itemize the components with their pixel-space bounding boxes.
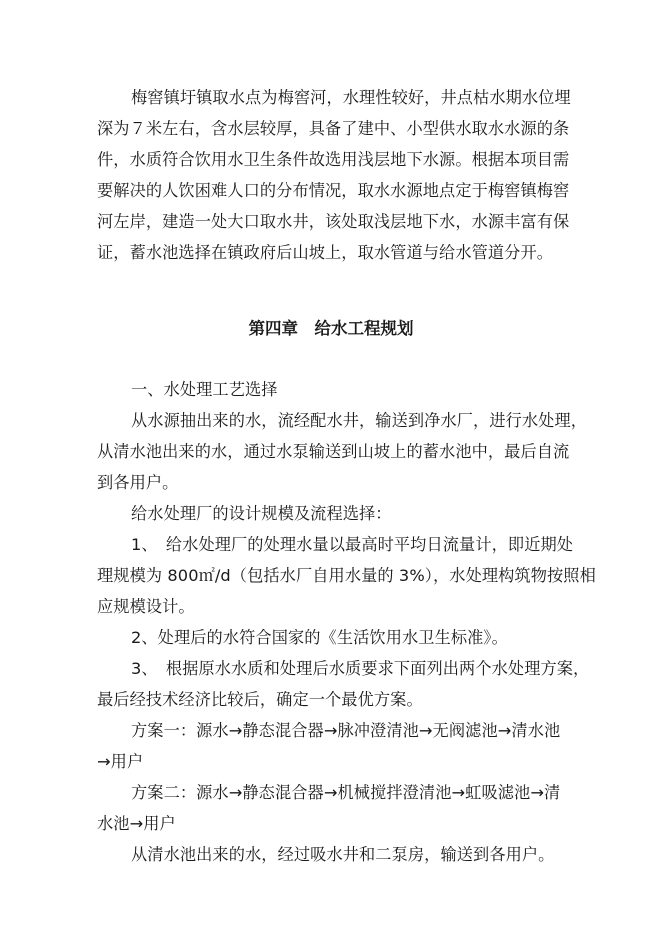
list-item-3-line: 3、 根据原水水质和处理后水质要求下面列出两个水处理方案， [131,659,590,678]
paragraph-line: 证，蓄水池选择在镇政府后山坡上，取水管道与给水管道分开。 [97,243,554,262]
chapter-title: 第四章 给水工程规划 [248,319,414,338]
paragraph-line: 河左岸，建造一处大口取水井，该处取浅层地下水，水源丰富有保 [97,212,570,231]
plan-2-line: 水池→用户 [97,814,176,833]
plan-1-line: →用户 [97,752,144,771]
section-heading: 一、水处理工艺选择 [131,380,278,399]
closing-sentence: 从清水池出来的水，经过吸水井和二泵房，输送到各用户。 [131,845,555,864]
paragraph-line: 从水源抽出来的水，流经配水井，输送到净水厂，进行水处理， [131,411,588,430]
paragraph-line: 梅窖镇圩镇取水点为梅窖河，水理性较好，井点枯水期水位埋 [131,88,571,107]
list-item-1-line: 应规模设计。 [97,597,195,616]
paragraph-line: 到各用户。 [97,473,179,492]
scale-intro: 给水处理厂的设计规模及流程选择： [131,504,392,523]
list-item-1-line: 理规模为 800㎡/d（包括水厂自用水量的 3%），水处理构筑物按照相 [97,566,596,585]
paragraph-line: 件，水质符合饮用水卫生条件故选用浅层地下水源。根据本项目需 [97,150,570,169]
paragraph-line: 从清水池出来的水，通过水泵输送到山坡上的蓄水池中，最后自流 [97,442,570,461]
list-item-1-line: 1、 给水处理厂的处理水量以最高时平均日流量计，即近期处 [131,535,574,554]
list-item-3-line: 最后经技术经济比较后，确定一个最优方案。 [97,690,423,709]
list-item-2: 2、处理后的水符合国家的《生活饮用水卫生标准》。 [131,628,508,647]
paragraph-line: 要解决的人饮困难人口的分布情况，取水水源地点定于梅窖镇梅窖 [97,181,570,200]
plan-2-line: 方案二：源水→静态混合器→机械搅拌澄清池→虹吸滤池→清 [131,783,561,802]
plan-1-line: 方案一：源水→静态混合器→脉冲澄清池→无阀滤池→清水池 [131,721,561,740]
paragraph-line: 深为７米左右，含水层较厚，具备了建中、小型供水取水水源的条 [97,119,570,138]
